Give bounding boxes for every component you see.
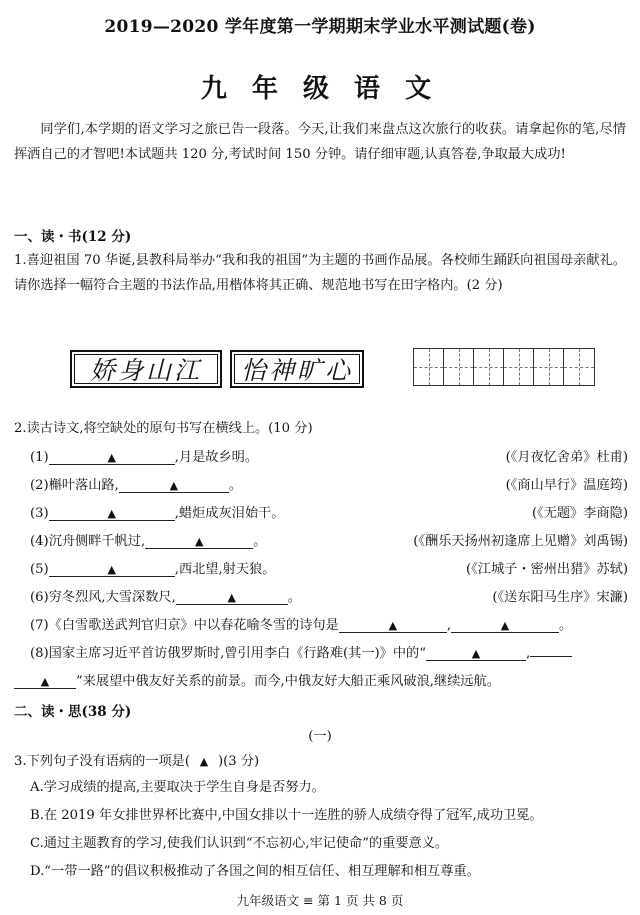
calligraphy-work-1: 娇身山江 [70, 350, 222, 388]
poem-source-5: (《江城子・密州出猎》苏轼) [466, 562, 628, 577]
poem-line-4: (4)沉舟侧畔千帆过, ▲ 。 [30, 534, 267, 549]
grid-cell[interactable] [504, 349, 534, 385]
intro-paragraph: 同学们,本学期的语文学习之旅已告一段落。今天,让我们来盘点这次旅行的收获。请拿起你的笔,尽情挥洒自己的才智吧!本试题共 120 分,考试时间 150 分钟。请仔细审题,认真答卷,争取最大成功! [14, 122, 626, 162]
answer-blank[interactable]: ▲ [49, 506, 175, 521]
poem-source-6: (《送东阳马生序》宋濂) [492, 590, 628, 605]
option-c: C.通过主题教育的学习,使我们认识到“不忘初心,牢记使命”的重要意义。 [30, 836, 449, 851]
answer-blank[interactable]: ▲ [49, 562, 175, 577]
poem-question-8-cont: ▲ ”来展望中俄友好关系的前景。而今,中俄友好大船正乘风破浪,继续远航。 [14, 670, 500, 689]
question-2-text: 2.读古诗文,将空缺处的原句书写在横线上。(10 分) [14, 421, 313, 436]
part-one-label: (一) [308, 729, 332, 744]
answer-blank[interactable]: ▲ [145, 534, 253, 549]
poem-source-4: (《酬乐天扬州初逢席上见赠》刘禹锡) [413, 534, 628, 549]
grid-cell[interactable] [564, 349, 594, 385]
grid-cell[interactable] [474, 349, 504, 385]
question-3-text: 3.下列句子没有语病的一项是( ▲ )(3 分) [14, 754, 260, 769]
tianzige-grid[interactable] [413, 348, 595, 386]
answer-blank[interactable]: ▲ [451, 618, 559, 633]
poem-source-2: (《商山早行》温庭筠) [505, 478, 628, 493]
answer-blank[interactable]: ▲ [49, 450, 175, 465]
grid-cell[interactable] [414, 349, 444, 385]
poem-line-6: (6)穷冬烈风,大雪深数尺, ▲ 。 [30, 590, 301, 605]
page-footer: 九年级语文 ≡ 第 1 页 共 8 页 [236, 893, 404, 908]
answer-blank[interactable] [530, 642, 572, 657]
answer-blank[interactable]: ▲ [426, 646, 526, 661]
poem-line-3: (3) ▲ ,蜡炬成灰泪始干。 [30, 506, 285, 521]
poem-line-1: (1) ▲ ,月是故乡明。 [30, 450, 259, 465]
section-2-heading: 二、读・思(38 分) [14, 704, 132, 720]
answer-blank[interactable]: ▲ [119, 478, 229, 493]
section-1-heading: 一、读・书(12 分) [14, 229, 132, 245]
poem-line-5: (5) ▲ ,西北望,射天狼。 [30, 562, 276, 577]
answer-blank[interactable]: ▲ [339, 618, 447, 633]
answer-blank[interactable]: ▲ [176, 590, 288, 605]
poem-line-2: (2)槲叶落山路, ▲ 。 [30, 478, 243, 493]
grid-cell[interactable] [534, 349, 564, 385]
question-1-text: 1.喜迎祖国 70 华诞,县教科局举办“我和我的祖国”为主题的书画作品展。各校师生踊跃向祖国母亲献礼。请你选择一幅符合主题的书法作品,用楷体将其正确、规范地书写在田字格内。(2 分) [14, 253, 626, 293]
option-d: D.“一带一路”的倡议积极推动了各国之间的相互信任、相互理解和相互尊重。 [30, 864, 480, 879]
answer-blank[interactable]: ▲ [14, 674, 76, 689]
option-a: A.学习成绩的提高,主要取决于学生自身是否努力。 [30, 780, 325, 795]
answer-slot[interactable]: ▲ [199, 755, 209, 768]
poem-question-8: (8)国家主席习近平首访俄罗斯时,曾引用李白《行路难(其一)》中的“ ▲ , [30, 642, 572, 661]
subject-title: 九 年 级 语 文 [200, 74, 440, 104]
poem-source-3: (《无题》李商隐) [531, 506, 628, 521]
option-b: B.在 2019 年女排世界杯比赛中,中国女排以十一连胜的骄人成绩夺得了冠军,成功卫冕。 [30, 808, 543, 823]
poem-question-7: (7)《白雪歌送武判官归京》中以春花喻冬雪的诗句是 ▲ , ▲ 。 [30, 618, 573, 633]
poem-source-1: (《月夜忆舍弟》杜甫) [505, 450, 628, 465]
grid-cell[interactable] [444, 349, 474, 385]
calligraphy-work-2: 怡神旷心 [230, 350, 364, 388]
exam-title: 2019—2020 学年度第一学期期末学业水平测试题(卷) [104, 17, 536, 37]
